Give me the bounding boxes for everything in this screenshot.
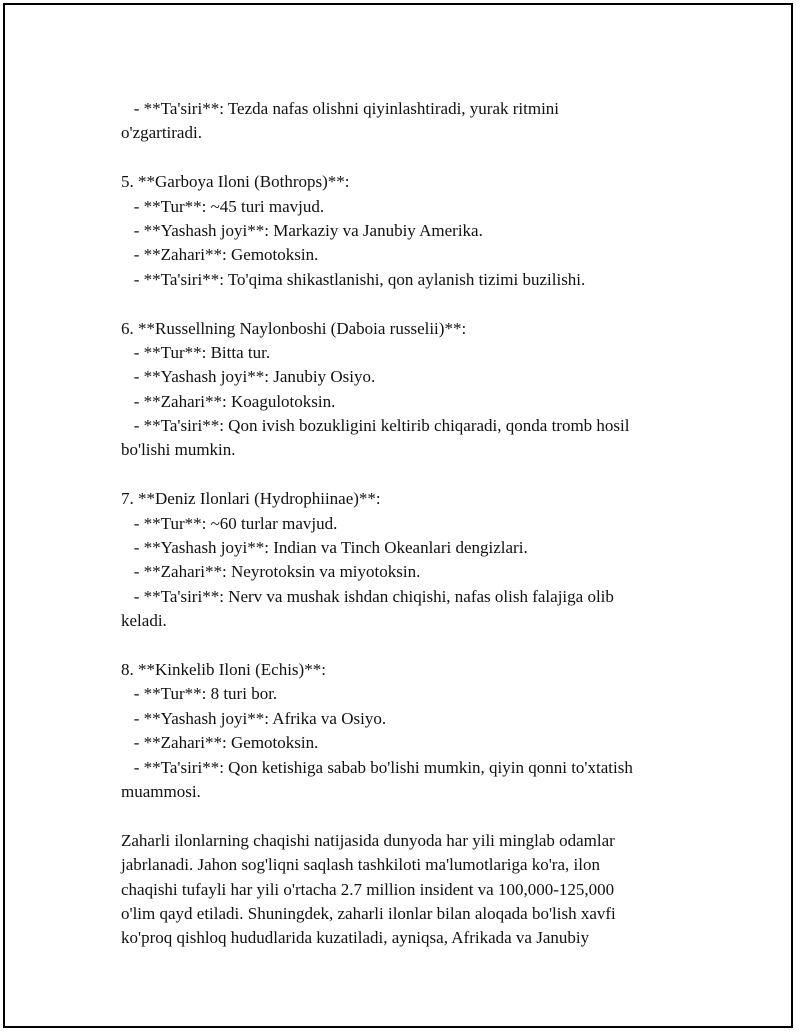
paragraph-line: Zaharli ilonlarning chaqishi natijasida dunyoda har yili minglab odamlar [121,830,615,850]
paragraph-line: chaqishi tufayli har yili o'rtacha 2.7 million insident va 100,000-125,000 [121,879,615,899]
text-line: - **Zahari**: Gemotoksin. [121,245,319,265]
blank-line [121,634,691,658]
text-line: - **Ta'siri**: Tezda nafas olishni qiyinlashtiradi, yurak ritmini [121,99,560,118]
text-line: - **Ta'siri**: To'qima shikastlanishi, qon aylanish tizimi buzilishi. [121,269,586,289]
text-line: - **Tur**: ~45 turi mavjud. [121,196,325,216]
text-line: keladi. [121,611,167,631]
paragraph-line: ko'proq qishloq hududlarida kuzatiladi, ayniqsa, Afrikada va Janubiy [121,928,590,948]
section-heading: 8. **Kinkelib Iloni (Echis)**: [121,659,326,679]
text-line: muammosi. [121,781,201,801]
text-line: - **Zahari**: Koagulotoksin. [121,391,336,411]
section-heading: 5. **Garboya Iloni (Bothrops)**: [121,172,350,192]
text-line: - **Yashash joyi**: Janubiy Osiyo. [121,367,376,387]
paragraph-line: jabrlanadi. Jahon sog'liqni saqlash tashkiloti ma'lumotlariga ko'ra, ilon [121,855,600,875]
text-line: - **Yashash joyi**: Indian va Tinch Okeanlari dengizlari. [121,538,528,558]
text-line: - **Tur**: ~60 turlar mavjud. [121,513,338,533]
text-line: - **Tur**: Bitta tur. [121,342,271,362]
text-line: - **Tur**: 8 turi bor. [121,684,278,704]
paragraph-line: o'lim qayd etiladi. Shuningdek, zaharli ilonlar bilan aloqada bo'lish xavfi [121,903,616,923]
blank-line [121,804,691,828]
section-heading: 7. **Deniz Ilonlari (Hydrophiinae)**: [121,489,381,509]
blank-line [121,146,691,170]
text-line: - **Zahari**: Gemotoksin. [121,733,319,753]
text-line: bo'lishi mumkin. [121,440,236,460]
text-line: - **Ta'siri**: Qon ivish bozukligini keltirib chiqaradi, qonda tromb hosil [121,416,630,436]
text-line: - **Ta'siri**: Nerv va mushak ishdan chiqishi, nafas olish falajiga olib [121,586,614,606]
document-body [121,97,691,951]
section-heading: 6. **Russellning Naylonboshi (Daboia russelii)**: [121,318,467,338]
text-line: - **Yashash joyi**: Markaziy va Janubiy Amerika. [121,220,483,240]
text-line: - **Yashash joyi**: Afrika va Osiyo. [121,708,387,728]
document-page [3,3,793,1028]
text-line: - **Zahari**: Neyrotoksin va miyotoksin. [121,562,421,582]
blank-line [121,463,691,487]
text-line: - **Ta'siri**: Qon ketishiga sabab bo'lishi mumkin, qiyin qonni to'xtatish [121,757,633,777]
blank-line [121,292,691,316]
text-line: o'zgartiradi. [121,123,202,143]
